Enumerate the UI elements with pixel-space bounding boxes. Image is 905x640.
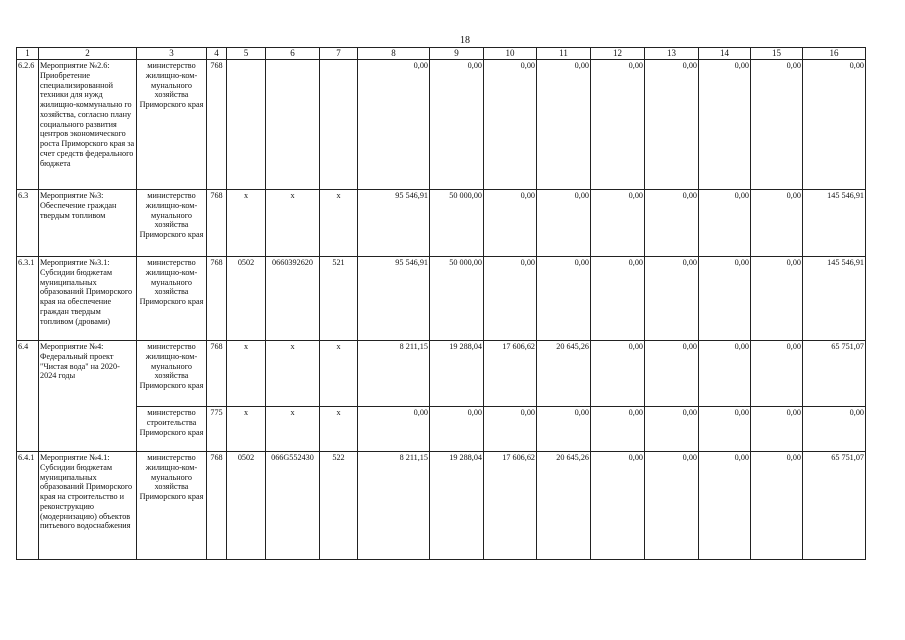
section-code: 0502 bbox=[227, 257, 266, 341]
item-code: 6.4 bbox=[17, 341, 39, 452]
year-value: 0,00 bbox=[484, 257, 537, 341]
target-article-code: х bbox=[266, 341, 320, 407]
year-value: 0,00 bbox=[484, 407, 537, 452]
year-value: 0,00 bbox=[645, 60, 699, 190]
table-body bbox=[17, 60, 866, 560]
expense-type-code bbox=[320, 60, 358, 190]
item-name: Мероприятие №4: Федеральный проект "Чистая вода" на 2020-2024 годы bbox=[39, 341, 137, 452]
target-article-code: х bbox=[266, 190, 320, 257]
grbs-code: 768 bbox=[207, 452, 227, 560]
item-name: Мероприятие №4.1: Субсидии бюджетам муниципальных образований Приморского края на строительство и реконструкцию (модернизацию) объектов питьевого водоснабжения bbox=[39, 452, 137, 560]
year-value: 0,00 bbox=[699, 190, 751, 257]
section-code: х bbox=[227, 190, 266, 257]
expense-type-code: 521 bbox=[320, 257, 358, 341]
column-number-row bbox=[17, 48, 866, 60]
section-code bbox=[227, 60, 266, 190]
year-value: 19 288,04 bbox=[430, 452, 484, 560]
year-value: 0,00 bbox=[537, 60, 591, 190]
year-value: 19 288,04 bbox=[430, 341, 484, 407]
grbs-code: 768 bbox=[207, 60, 227, 190]
year-value: 20 645,26 bbox=[537, 341, 591, 407]
year-value: 0,00 bbox=[358, 407, 430, 452]
year-value: 0,00 bbox=[699, 60, 751, 190]
column-header: 2 bbox=[39, 48, 137, 60]
column-header: 9 bbox=[430, 48, 484, 60]
expense-type-code: х bbox=[320, 190, 358, 257]
year-value: 0,00 bbox=[484, 190, 537, 257]
year-value: 0,00 bbox=[430, 60, 484, 190]
year-value: 50 000,00 bbox=[430, 257, 484, 341]
total-value: 65 751,07 bbox=[803, 341, 866, 407]
total-value: 145 546,91 bbox=[803, 257, 866, 341]
year-value: 8 211,15 bbox=[358, 341, 430, 407]
year-value: 0,00 bbox=[751, 452, 803, 560]
year-value: 0,00 bbox=[699, 407, 751, 452]
expense-type-code: х bbox=[320, 407, 358, 452]
budget-table bbox=[16, 47, 866, 560]
column-header: 5 bbox=[227, 48, 266, 60]
year-value: 0,00 bbox=[645, 452, 699, 560]
item-code: 6.3 bbox=[17, 190, 39, 257]
item-name: Мероприятие №3.1: Субсидии бюджетам муниципальных образований Приморского края на обеспечение граждан твердым топливом (дровами) bbox=[39, 257, 137, 341]
year-value: 50 000,00 bbox=[430, 190, 484, 257]
column-header: 15 bbox=[751, 48, 803, 60]
year-value: 17 606,62 bbox=[484, 341, 537, 407]
year-value: 0,00 bbox=[537, 407, 591, 452]
column-header: 16 bbox=[803, 48, 866, 60]
target-article-code: 0660392620 bbox=[266, 257, 320, 341]
column-header: 14 bbox=[699, 48, 751, 60]
year-value: 0,00 bbox=[751, 190, 803, 257]
item-name: Мероприятие №3: Обеспечение граждан твердым топливом bbox=[39, 190, 137, 257]
year-value: 8 211,15 bbox=[358, 452, 430, 560]
year-value: 20 645,26 bbox=[537, 452, 591, 560]
table-row bbox=[17, 60, 866, 190]
executor-name: министерство жилищно-ком- мунального хозяйства Приморского края bbox=[137, 452, 207, 560]
column-header: 11 bbox=[537, 48, 591, 60]
total-value: 145 546,91 bbox=[803, 190, 866, 257]
item-code: 6.4.1 bbox=[17, 452, 39, 560]
year-value: 0,00 bbox=[699, 341, 751, 407]
year-value: 0,00 bbox=[645, 257, 699, 341]
year-value: 0,00 bbox=[699, 452, 751, 560]
year-value: 0,00 bbox=[591, 452, 645, 560]
executor-name: министерство жилищно-ком- мунального хозяйства Приморского края bbox=[137, 60, 207, 190]
year-value: 0,00 bbox=[751, 407, 803, 452]
target-article-code: х bbox=[266, 407, 320, 452]
total-value: 0,00 bbox=[803, 60, 866, 190]
table-row bbox=[17, 190, 866, 257]
column-header: 7 bbox=[320, 48, 358, 60]
section-code: х bbox=[227, 407, 266, 452]
grbs-code: 768 bbox=[207, 341, 227, 407]
year-value: 17 606,62 bbox=[484, 452, 537, 560]
item-code: 6.3.1 bbox=[17, 257, 39, 341]
year-value: 0,00 bbox=[591, 341, 645, 407]
column-header: 4 bbox=[207, 48, 227, 60]
expense-type-code: х bbox=[320, 341, 358, 407]
year-value: 0,00 bbox=[645, 341, 699, 407]
table-row bbox=[17, 341, 866, 407]
section-code: 0502 bbox=[227, 452, 266, 560]
year-value: 0,00 bbox=[537, 257, 591, 341]
year-value: 0,00 bbox=[645, 190, 699, 257]
year-value: 0,00 bbox=[430, 407, 484, 452]
executor-name: министерство строительства Приморского края bbox=[137, 407, 207, 452]
year-value: 0,00 bbox=[591, 407, 645, 452]
executor-name: министерство жилищно-ком- мунального хозяйства Приморского края bbox=[137, 257, 207, 341]
item-code: 6.2.6 bbox=[17, 60, 39, 190]
year-value: 0,00 bbox=[358, 60, 430, 190]
column-header: 3 bbox=[137, 48, 207, 60]
year-value: 95 546,91 bbox=[358, 190, 430, 257]
item-name: Мероприятие №2.6: Приобретение специализированной техники для нужд жилищно-коммунально го хозяйства, согласно плану социального развития центров экономического роста Приморского края за счет средств федерального бюджета bbox=[39, 60, 137, 190]
year-value: 0,00 bbox=[591, 60, 645, 190]
column-header: 10 bbox=[484, 48, 537, 60]
target-article-code: 066G552430 bbox=[266, 452, 320, 560]
target-article-code bbox=[266, 60, 320, 190]
year-value: 0,00 bbox=[699, 257, 751, 341]
grbs-code: 775 bbox=[207, 407, 227, 452]
year-value: 0,00 bbox=[751, 341, 803, 407]
table-row bbox=[17, 257, 866, 341]
executor-name: министерство жилищно-ком- мунального хозяйства Приморского края bbox=[137, 190, 207, 257]
year-value: 0,00 bbox=[591, 190, 645, 257]
total-value: 65 751,07 bbox=[803, 452, 866, 560]
grbs-code: 768 bbox=[207, 257, 227, 341]
table-row bbox=[17, 407, 866, 452]
table-row bbox=[17, 452, 866, 560]
executor-name: министерство жилищно-ком- мунального хозяйства Приморского края bbox=[137, 341, 207, 407]
column-header: 12 bbox=[591, 48, 645, 60]
column-header: 6 bbox=[266, 48, 320, 60]
column-header: 13 bbox=[645, 48, 699, 60]
year-value: 0,00 bbox=[537, 190, 591, 257]
year-value: 95 546,91 bbox=[358, 257, 430, 341]
year-value: 0,00 bbox=[591, 257, 645, 341]
column-header: 8 bbox=[358, 48, 430, 60]
total-value: 0,00 bbox=[803, 407, 866, 452]
year-value: 0,00 bbox=[751, 257, 803, 341]
year-value: 0,00 bbox=[484, 60, 537, 190]
section-code: х bbox=[227, 341, 266, 407]
year-value: 0,00 bbox=[645, 407, 699, 452]
grbs-code: 768 bbox=[207, 190, 227, 257]
column-header: 1 bbox=[17, 48, 39, 60]
page-number: 18 bbox=[460, 35, 470, 46]
expense-type-code: 522 bbox=[320, 452, 358, 560]
year-value: 0,00 bbox=[751, 60, 803, 190]
